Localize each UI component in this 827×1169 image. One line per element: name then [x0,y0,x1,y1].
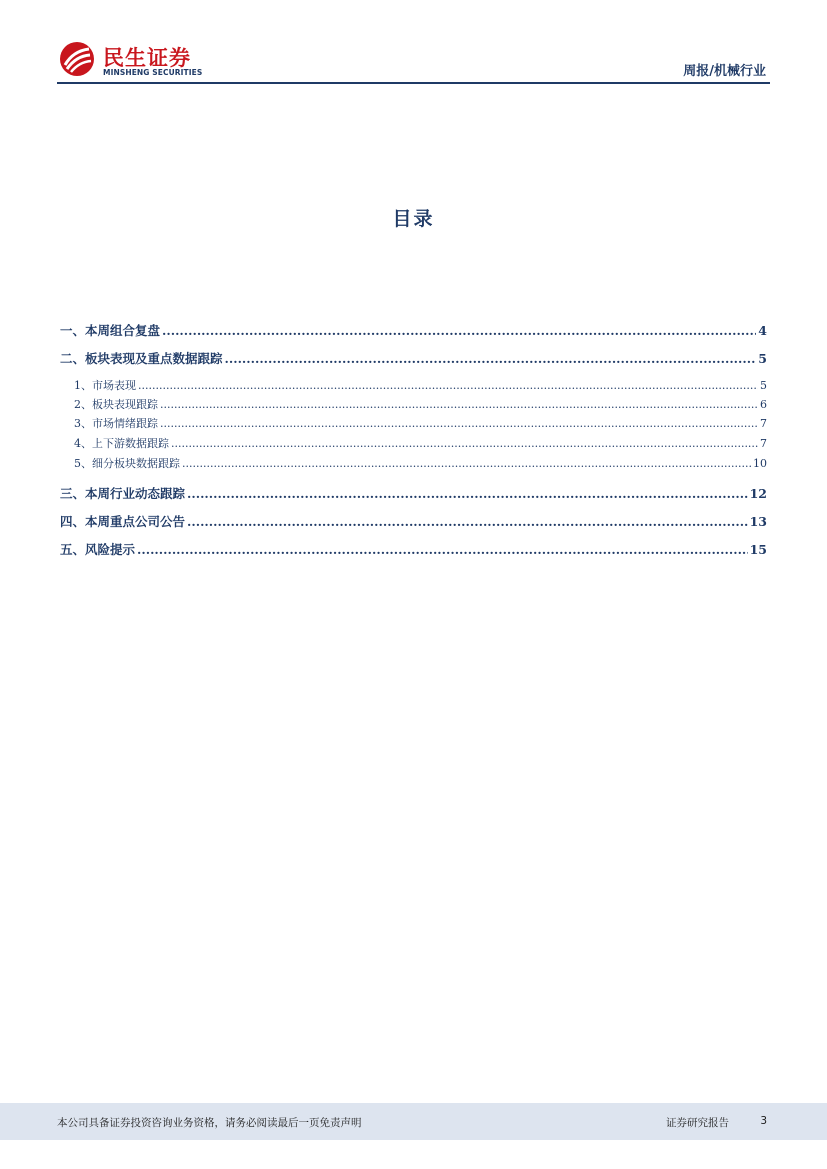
toc-entry-page: 5 [758,351,767,366]
toc-entry-label: 五、风险提示 [60,542,136,557]
toc-entry-1[interactable] [60,321,767,339]
toc-entry-label: 四、本周重点公司公告 [60,514,186,529]
toc-entry-page: 7 [760,437,767,450]
toc-entry-page: 13 [749,514,767,529]
toc-entry-label: 2、板块表现跟踪 [74,398,158,411]
toc-entry-label: 5、细分板块数据跟踪 [74,457,180,470]
toc-entry-2-3[interactable] [74,415,767,433]
toc-title: 目录 [392,208,435,230]
toc-entry-label: 一、本周组合复盘 [60,323,161,338]
toc-entry-label: 三、本周行业动态跟踪 [60,486,186,501]
toc-entry-page: 10 [753,457,767,470]
toc-leader-dots [187,486,748,501]
toc-entry-page: 5 [760,379,767,392]
toc-entry-label: 3、市场情绪跟踪 [74,417,158,430]
toc-entry-4[interactable] [60,512,767,530]
toc-leader-dots [162,323,756,338]
toc-leader-dots [160,417,758,430]
toc-entry-label: 1、市场表现 [74,379,136,392]
toc-leader-dots [182,457,751,470]
footer-disclaimer: 本公司具备证券投资咨询业务资格，请务必阅读最后一页免责声明 [57,1117,362,1129]
header-divider [57,82,770,84]
toc-entry-label: 4、上下游数据跟踪 [74,437,169,450]
toc-leader-dots [171,437,758,450]
toc-entry-2-5[interactable] [74,455,767,473]
toc-entry-page: 4 [758,323,767,338]
toc-entry-page: 12 [749,486,767,501]
minsheng-logo-icon [59,41,95,77]
toc-entry-page: 6 [760,398,767,411]
logo-chinese-name: 民生证券 [103,46,191,70]
page-footer [0,1103,827,1140]
toc-entry-2-2[interactable] [74,396,767,414]
page-header [57,36,770,84]
report-category: 周报/机械行业 [683,64,766,79]
company-logo [57,39,217,79]
toc-entry-2-4[interactable] [74,435,767,453]
toc-entry-5[interactable] [60,540,767,558]
toc-entry-page: 7 [760,417,767,430]
toc-leader-dots [138,379,758,392]
toc-entry-2-1[interactable] [74,377,767,395]
toc-entry-page: 15 [749,542,767,557]
toc-leader-dots [137,542,748,557]
toc-leader-dots [187,514,748,529]
footer-page-number: 3 [760,1115,767,1127]
toc-entry-2[interactable] [60,349,767,367]
toc-entry-3[interactable] [60,484,767,502]
toc-entry-label: 二、板块表现及重点数据跟踪 [60,351,223,366]
footer-report-type: 证券研究报告 [666,1117,729,1129]
toc-leader-dots [225,351,757,366]
logo-english-name: MINSHENG SECURITIES [103,68,203,77]
toc-leader-dots [160,398,758,411]
